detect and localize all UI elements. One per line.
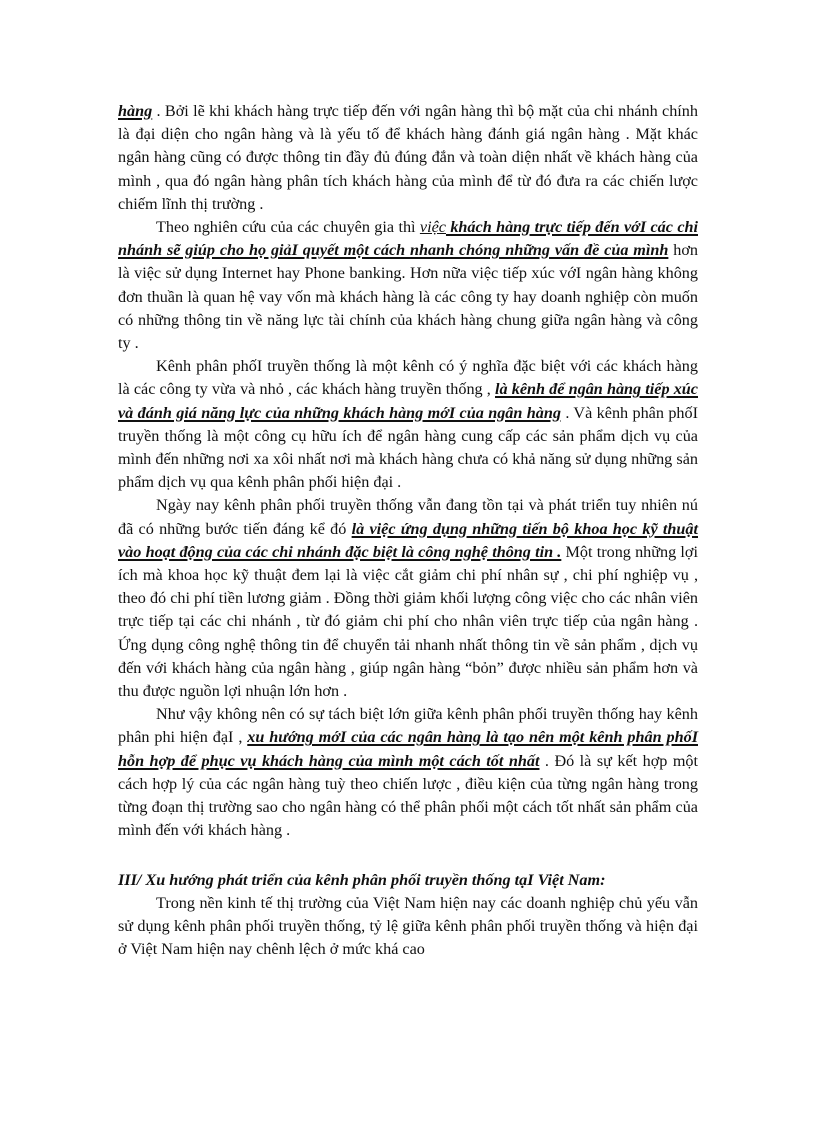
- body-text: Ngày nay kênh phân phối truyền thống vẫn đang tồn tại và phát triển tuy nhiên nú đã có những bước tiến đáng kể đó: [118, 496, 698, 538]
- document-page: [118, 100, 698, 961]
- body-text: . Và kênh phân phốI truyền thống là một công cụ hữu ích để ngân hàng cung cấp các sản phẩm dịch vụ của mình đến những nơi xa xôi nhất nơi mà khách hàng chưa có khả năng sử dụng những sản phẩm dịch vụ qua kênh phân phối hiện đại .: [118, 403, 698, 492]
- emphasis-text: là kênh để ngân hàng tiếp xúc và đánh giá năng lực của những khách hàng mớI của ngân hàng: [118, 380, 698, 422]
- emphasis-text: xu hướng mớI của các ngân hàng là tạo nên một kênh phân phốI hỗn hợp để phục vụ khách hàng của mình một cách tốt nhất: [118, 728, 698, 770]
- underlined-text: việc: [419, 218, 446, 237]
- section-heading: III/ Xu hướng phát triển của kênh phân phối truyền thống tạI Việt Nam:: [118, 870, 606, 889]
- paragraph-1: [118, 100, 698, 216]
- body-text: Theo nghiên cứu của các chuyên gia thì: [156, 218, 420, 237]
- emphasis-text: hàng: [118, 102, 153, 120]
- body-text: Như vậy không nên có sự tách biệt lớn giữa kênh phân phối truyền thống hay kênh phân phi hiện đạI ,: [118, 705, 698, 747]
- emphasis-text: là việc ứng dụng những tiến bộ khoa học kỹ thuật vào hoạt động của các chi nhánh đặc biệt là công nghệ thông tin .: [118, 519, 698, 561]
- emphasis-text: khách hàng trực tiếp đến vớI các chi nhánh sẽ giúp cho họ giảI quyết một cách nhanh chóng những vấn đề của mình: [118, 218, 698, 260]
- body-text: hơn là việc sử dụng Internet hay Phone banking. Hơn nữa việc tiếp xúc vớI ngân hàng không đơn thuần là quan hệ vay vốn mà khách hàng là các công ty hay doanh nghiệp còn muốn có những thông tin về năng lực tài chính của khách hàng chung giữa ngân hàng và công ty .: [118, 241, 698, 353]
- paragraph-6: Trong nền kinh tế thị trường của Việt Nam hiện nay các doanh nghiệp chủ yếu vẫn sử dụng kênh phân phối truyền thống, tỷ lệ giữa kênh phân phối truyền thống và hiện đại ở Việt Nam hiện nay chênh lệch ở mức khá cao: [118, 893, 698, 959]
- body-text: . Bởi lẽ khi khách hàng trực tiếp đến với ngân hàng thì bộ mặt của chi nhánh chính là đại diện cho ngân hàng và là yếu tố để khách hàng đánh giá ngân hàng . Mặt khác ngân hàng cũng có được thông tin đầy đủ đúng đắn và toàn diện nhất về khách hàng của mình , qua đó ngân hàng phân tích khách hàng của mình để từ đó đưa ra các chiến lược chiếm lĩnh thị trường .: [118, 102, 698, 213]
- paragraph-2: [118, 216, 698, 355]
- body-text: Một trong những lợi ích mà khoa học kỹ thuật đem lại là việc cắt giảm chi phí nhân sự , chi phí nghiệp vụ , theo đó chi phí tiền lương giảm . Đồng thời giảm khối lượng công việc cho các nhân viên trực tiếp tại các chi nhánh , từ đó giảm chi phí cho nhân viên trực tiếp của ngân hàng . Ứng dụng công nghệ thông tin để chuyển tải nhanh nhất thông tin về sản phẩm , dịch vụ đến với khách hàng của ngân hàng , giúp ngân hàng “bỏn” được nhiều sản phẩm hơn và thu được nguồn lợi nhuận lớn hơn .: [118, 542, 698, 701]
- paragraph-4: [118, 494, 698, 703]
- paragraph-3: [118, 355, 698, 494]
- body-text: . Đó là sự kết hợp một cách hợp lý của các ngân hàng tuỳ theo chiến lược , điều kiện của từng ngân hàng trong từng đoạn thị trường sao cho ngân hàng có thể phân phối một cách tốt nhất sản phẩm của mình đến với khách hàng .: [118, 751, 698, 840]
- body-text: Kênh phân phốI truyền thống là một kênh có ý nghĩa đặc biệt với các khách hàng là các công ty vừa và nhỏ , các khách hàng truyền thống ,: [118, 357, 698, 399]
- paragraph-5: [118, 703, 698, 842]
